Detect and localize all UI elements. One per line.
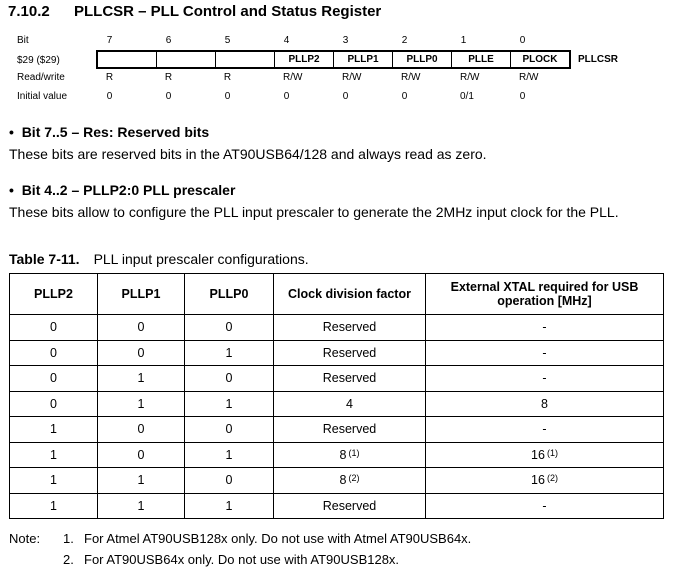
bit42-heading: • Bit 4..2 – PLLP2:0 PLL prescaler: [9, 182, 236, 198]
table-cell: 1: [98, 391, 185, 417]
field-cell: PLLP0: [393, 52, 452, 67]
column-header: Clock division factor: [274, 274, 426, 315]
table-row: [10, 315, 664, 341]
table-cell: 0: [10, 340, 98, 366]
note-item: 2. For AT90USB64x only. Do not use with AT90USB128x.: [63, 552, 400, 567]
table-cell: 0: [185, 417, 274, 443]
rw-row-label: Read/write: [17, 72, 65, 83]
bullet-icon: •: [9, 124, 22, 140]
initial-value: 0: [224, 91, 231, 102]
table-cell: 1: [10, 468, 98, 494]
address-row-label: $29 ($29): [17, 55, 60, 66]
table-cell: Reserved: [274, 340, 426, 366]
field-cell: [216, 52, 275, 67]
table-cell: 0: [10, 391, 98, 417]
field-cell: [98, 52, 157, 67]
section-heading: [8, 3, 381, 20]
table-cell: -: [426, 340, 664, 366]
table-cell: 16 $^{(2)}$: [426, 468, 664, 494]
register-name: PLLCSR: [578, 54, 618, 65]
initial-value: 0: [342, 91, 349, 102]
table-cell: 1: [98, 493, 185, 519]
bullet-icon: •: [9, 182, 22, 198]
field-cell: PLLP1: [334, 52, 393, 67]
rw-value: R: [105, 72, 114, 83]
table-cell: 8 $^{(2)}$: [274, 468, 426, 494]
bit-number: 2: [401, 35, 408, 46]
footnote-ref: (1): [348, 447, 360, 458]
rw-value: R/W: [460, 72, 480, 83]
table-row: [10, 493, 664, 519]
column-header: PLLP2: [10, 274, 98, 315]
table-cell: Reserved: [274, 366, 426, 392]
table-row: [10, 340, 664, 366]
rw-value: R/W: [519, 72, 539, 83]
table-cell: Reserved: [274, 315, 426, 341]
table-cell: 0: [185, 468, 274, 494]
field-cell: PLLE: [452, 52, 511, 67]
table-cell: 1: [10, 442, 98, 468]
field-cell: PLLP2: [275, 52, 334, 67]
table-cell: 1: [185, 493, 274, 519]
table-number: Table 7-11.: [9, 251, 80, 267]
table-cell: 1: [10, 417, 98, 443]
column-header: PLLP1: [98, 274, 185, 315]
table-cell: Reserved: [274, 417, 426, 443]
bit-number: 1: [460, 35, 467, 46]
table-cell: -: [426, 493, 664, 519]
bit-number: 6: [165, 35, 172, 46]
rw-value: R/W: [342, 72, 362, 83]
section-number: 7.10.2: [8, 3, 50, 20]
table-cell: 1: [185, 442, 274, 468]
table-cell: 0: [98, 442, 185, 468]
initial-value: 0: [283, 91, 290, 102]
field-cell: PLOCK: [522, 54, 558, 65]
table-cell: 0: [98, 315, 185, 341]
initial-value: 0: [165, 91, 172, 102]
table-cell: 1: [98, 366, 185, 392]
note-item: 1. For Atmel AT90USB128x only. Do not use with Atmel AT90USB64x.: [63, 531, 472, 546]
table-cell: 8: [426, 391, 664, 417]
table-cell: 0: [98, 417, 185, 443]
table-cell: Reserved: [274, 493, 426, 519]
initial-value: 0: [401, 91, 408, 102]
table-cell: -: [426, 417, 664, 443]
table-row: [10, 366, 664, 392]
footnote-ref: (1): [546, 447, 558, 458]
table-cell: -: [426, 366, 664, 392]
table-cell: 0: [185, 315, 274, 341]
bit75-heading: • Bit 7..5 – Res: Reserved bits: [9, 124, 210, 140]
field-cell: [157, 52, 216, 67]
table-caption: [9, 251, 309, 267]
bit-number: 3: [342, 35, 349, 46]
table-cell: 8 $^{(1)}$: [274, 442, 426, 468]
rw-value: R: [223, 72, 232, 83]
register-fields-box: [96, 50, 571, 69]
bit-row-label: Bit: [17, 35, 29, 46]
bit-number: 7: [106, 35, 113, 46]
table-cell: 1: [10, 493, 98, 519]
rw-value: R/W: [283, 72, 303, 83]
table-row: [10, 468, 664, 494]
table-cell: 16 $^{(1)}$: [426, 442, 664, 468]
table-cell: 0: [10, 315, 98, 341]
table-cell: 0: [185, 366, 274, 392]
table-row: [10, 442, 664, 468]
rw-value: R/W: [401, 72, 421, 83]
bit42-description: These bits allow to configure the PLL input prescaler to generate the 2MHz input clock for the PLL.: [9, 204, 619, 220]
section-title: PLLCSR – PLL Control and Status Register: [74, 3, 382, 20]
table-cell: 0: [98, 340, 185, 366]
table-cell: 1: [185, 391, 274, 417]
table-cell: -: [426, 315, 664, 341]
table-cell: 4: [274, 391, 426, 417]
table-cell: 1: [98, 468, 185, 494]
table-row: [10, 391, 664, 417]
footnote-ref: (2): [348, 473, 360, 484]
table-header-row: [10, 274, 664, 315]
table-row: [10, 417, 664, 443]
bit-number: 4: [283, 35, 290, 46]
column-header: External XTAL required for USB operation [MHz]: [426, 274, 664, 315]
column-header: PLLP0: [185, 274, 274, 315]
table-cell: 0: [10, 366, 98, 392]
table-cell: 1: [185, 340, 274, 366]
initial-value: 0/1: [460, 91, 474, 102]
note-label: Note:: [9, 531, 41, 546]
table-title: PLL input prescaler configurations.: [93, 251, 309, 267]
bit-number: 5: [224, 35, 231, 46]
bit75-description: These bits are reserved bits in the AT90USB64/128 and always read as zero.: [9, 146, 487, 162]
initial-value: 0: [106, 91, 113, 102]
bit-number: 0: [519, 35, 526, 46]
prescaler-table: [9, 273, 664, 519]
initial-value: 0: [519, 91, 526, 102]
footnote-ref: (2): [546, 473, 558, 484]
init-row-label: Initial value: [17, 91, 68, 102]
rw-value: R: [164, 72, 173, 83]
